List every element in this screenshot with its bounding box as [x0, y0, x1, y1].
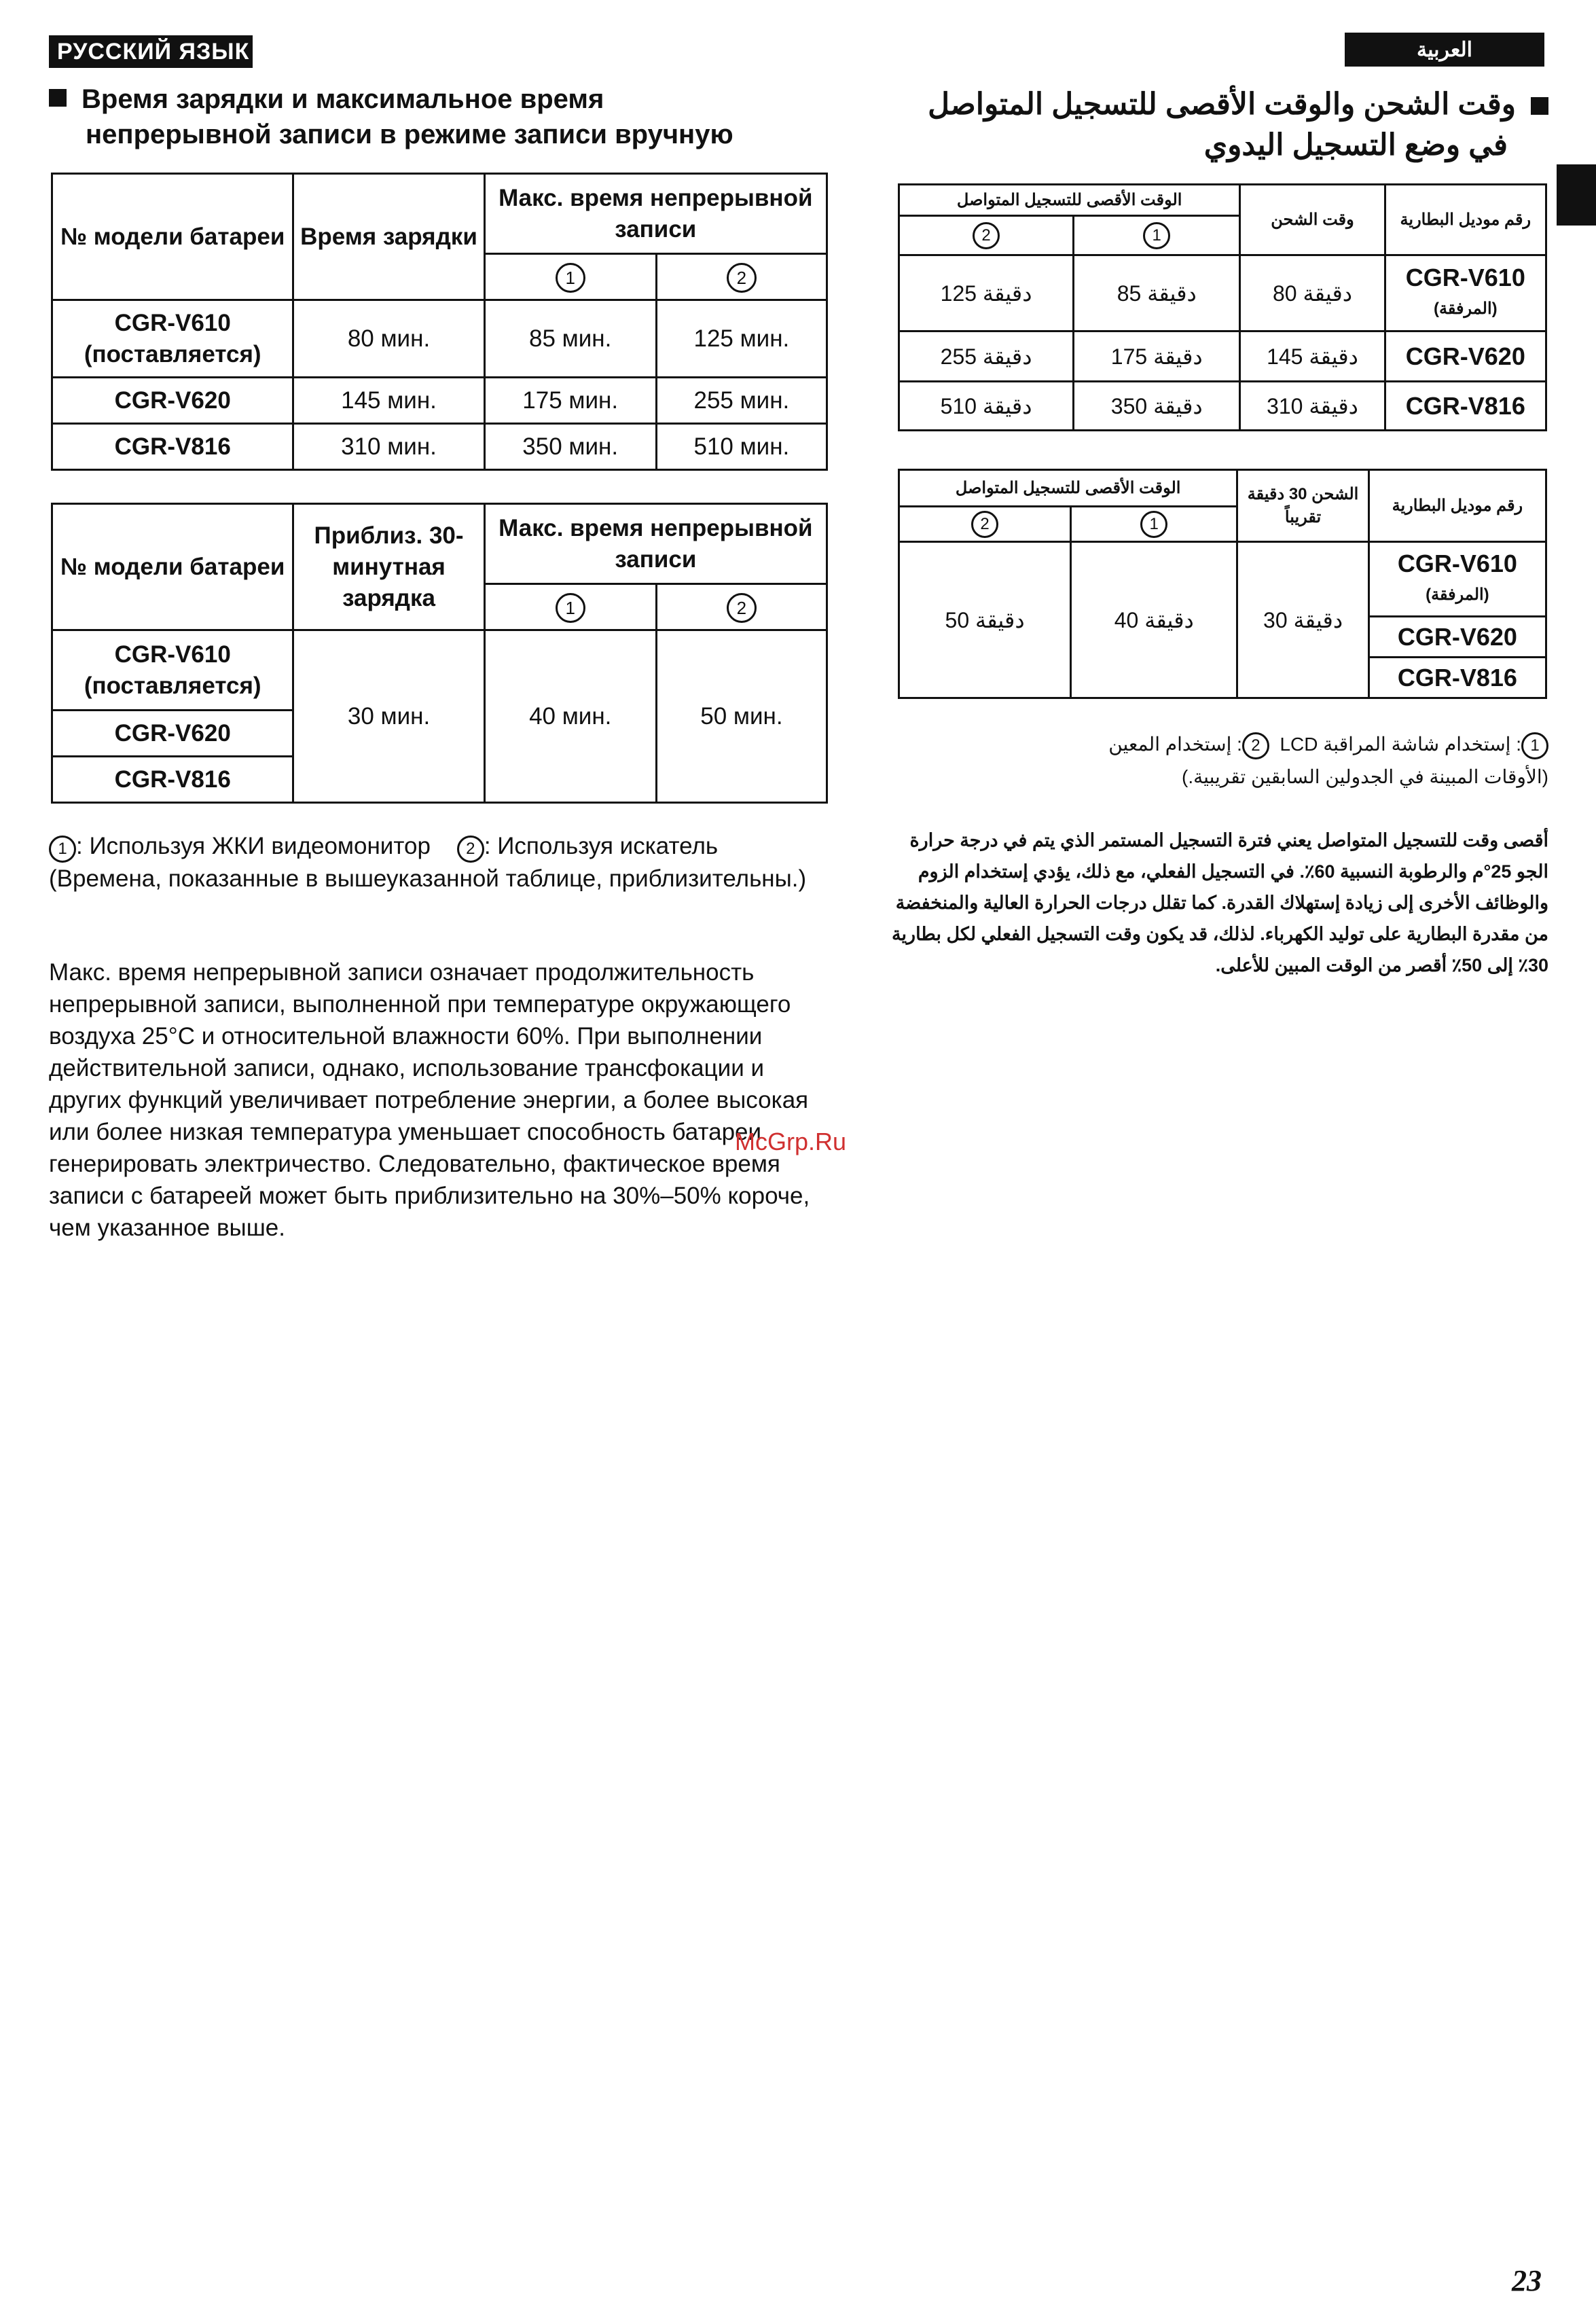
viewfinder-time-cell: 125 мин.	[656, 300, 827, 378]
circled-1-icon: 1	[49, 836, 76, 863]
circled-2-icon: 2	[727, 593, 757, 623]
col-header-quick-charge: الشحن 30 دقيقة تقريباً	[1237, 470, 1368, 542]
charge-cell: 80 دقيقة	[1240, 255, 1385, 331]
table-row	[899, 255, 1546, 331]
ar-charge-time-table	[898, 183, 1547, 431]
table-row	[52, 300, 827, 378]
table-row	[52, 378, 827, 424]
model-cell: CGR-V610 (المرفقة)	[1368, 542, 1546, 617]
ru-quick-charge-table	[51, 503, 828, 804]
ar-table-footnote: 1: إستخدام شاشة المراقبة LCD 2: إستخدام المعين (الأوقات المبينة في الجدولين السابقين تقريبية.)	[1108, 734, 1548, 787]
charge-cell: 310 دقيقة	[1240, 382, 1385, 431]
circled-1-icon: 1	[1521, 732, 1548, 759]
charge-cell: 145 دقيقة	[1240, 331, 1385, 382]
col-header-charge-time: Время зарядки	[293, 174, 484, 300]
viewfinder-time-cell: 50 دقيقة	[899, 542, 1071, 698]
ru-table-footnote: 1 : Используя ЖКИ видеомонитор 2 : Используя искатель (Времена, показанные в вышеуказанной таблице, приблизительны.)	[49, 833, 807, 892]
col-header-max-record: Макс. время непрерывной записи	[484, 174, 827, 254]
model-cell: CGR-V610 (поставляется)	[52, 300, 293, 378]
ar-approx-note: (الأوقات المبينة في الجدولين السابقين تقريبية.)	[1182, 766, 1548, 787]
model-cell: CGR-V620	[52, 711, 293, 757]
circled-1-icon: 1	[1143, 222, 1170, 249]
ar-explanation-paragraph: أقصى وقت للتسجيل المتواصل يعني فترة التسجيل المستمر الذي يتم في درجة حرارة الجو 25°م والرطوبة النسبية 60٪. في التسجيل الفعلي، مع ذلك، يؤدي إستخدام الزوم والوظائف الأخرى إلى زيادة إستهلاك القدرة. كما تقلل درجات الحرارة العالية والمنخفضة من مقدرة البطارية على توليد الكهرباء. لذلك، قد يكون وقت التسجيل الفعلي لكل بطارية 30٪ إلى 50٪ أقصر من الوقت المبين للأعلى.	[892, 830, 1548, 975]
ru-section-heading	[49, 82, 830, 152]
model-cell: CGR-V816	[52, 757, 293, 803]
model-cell: CGR-V620	[1368, 617, 1546, 658]
col-header-model: رقم موديل البطارية	[1368, 470, 1546, 542]
ar-section-heading	[883, 84, 1548, 166]
model-cell: CGR-V620	[52, 378, 293, 424]
circled-2-icon: 2	[973, 222, 1000, 249]
lcd-time-cell: 40 دقيقة	[1071, 542, 1237, 698]
lcd-time-cell: 85 мин.	[484, 300, 656, 378]
lcd-time-cell: 350 мин.	[484, 424, 656, 470]
col-header-max-record: Макс. время непрерывной записи	[484, 504, 827, 584]
ar-quick-charge-table	[898, 469, 1547, 699]
charge-cell: 80 мин.	[293, 300, 484, 378]
charge-cell: 310 мин.	[293, 424, 484, 470]
charge-cell: 145 мин.	[293, 378, 484, 424]
section-tab-marker	[1557, 164, 1596, 226]
viewfinder-time-cell: 510 мин.	[656, 424, 827, 470]
ru-approx-note: (Времена, показанные в вышеуказанной таблице, приблизительны.)	[49, 865, 807, 892]
col-header-model: № модели батареи	[52, 174, 293, 300]
circled-2-icon: 2	[1242, 732, 1269, 759]
ru-heading-line1: Время зарядки и максимальное время	[81, 84, 604, 114]
lcd-time-cell: 350 دقيقة	[1074, 382, 1240, 431]
circled-2-icon: 2	[457, 836, 484, 863]
lcd-time-cell: 85 دقيقة	[1074, 255, 1240, 331]
table-row	[899, 382, 1546, 431]
model-cell: CGR-V610 (المرفقة)	[1385, 255, 1546, 331]
page-number: 23	[1512, 2264, 1542, 2297]
ar-heading-line2: في وضع التسجيل اليدوي	[1203, 128, 1508, 162]
viewfinder-time-cell: 510 دقيقة	[899, 382, 1074, 431]
col-header-max-record: الوقت الأقصى للتسجيل المتواصل	[899, 470, 1237, 507]
circled-2-icon: 2	[971, 511, 998, 538]
col-header-charge-time: وقت الشحن	[1240, 185, 1385, 255]
ru-heading-line2: непрерывной записи в режиме записи вручную	[86, 120, 733, 149]
model-cell: CGR-V816	[1368, 658, 1546, 698]
circled-2-icon: 2	[727, 263, 757, 293]
language-label-arabic: العربية	[1345, 33, 1544, 67]
quick-charge-cell: 30 دقيقة	[1237, 542, 1368, 698]
circled-1-icon: 1	[556, 263, 585, 293]
lcd-time-cell: 40 мин.	[484, 630, 656, 803]
viewfinder-time-cell: 50 мин.	[656, 630, 827, 803]
ru-explanation-paragraph: Макс. время непрерывной записи означает продолжительность непрерывной записи, выполненной при температуре окружающего воздуха 25°C и относительной влажности 60%. При выполнении действительной записи, однако, использование трансфокации и других функций увеличивает потребление энергии, а более высокая или более низкая температура уменьшает способность батареи генерировать электричество. Следовательно, фактическое время записи с батареей может быть приблизительно на 30%–50% короче, чем указанное выше.	[49, 959, 810, 1241]
lcd-time-cell: 175 мин.	[484, 378, 656, 424]
viewfinder-time-cell: 125 دقيقة	[899, 255, 1074, 331]
circled-1-icon: 1	[556, 593, 585, 623]
table-row	[899, 331, 1546, 382]
watermark-text: McGrp.Ru	[735, 1128, 847, 1155]
viewfinder-time-cell: 255 мин.	[656, 378, 827, 424]
model-cell: CGR-V620	[1385, 331, 1546, 382]
col-header-model: رقم موديل البطارية	[1385, 185, 1546, 255]
model-cell: CGR-V816	[52, 424, 293, 470]
viewfinder-time-cell: 255 دقيقة	[899, 331, 1074, 382]
col-header-quick-charge: Приблиз. 30-минутная зарядка	[293, 504, 484, 630]
col-header-max-record: الوقت الأقصى للتسجيل المتواصل	[899, 185, 1240, 216]
model-cell: CGR-V610 (поставляется)	[52, 630, 293, 711]
model-cell: CGR-V816	[1385, 382, 1546, 431]
bullet-square-icon	[1531, 97, 1548, 115]
lcd-time-cell: 175 دقيقة	[1074, 331, 1240, 382]
table-row	[52, 424, 827, 470]
language-label-russian: РУССКИЙ ЯЗЫК	[49, 35, 253, 68]
circled-1-icon: 1	[1140, 511, 1167, 538]
ar-heading-line1: وقت الشحن والوقت الأقصى للتسجيل المتواصل	[928, 88, 1516, 121]
col-header-model: № модели батареи	[52, 504, 293, 630]
quick-charge-cell: 30 мин.	[293, 630, 484, 803]
ru-charge-time-table	[51, 173, 828, 471]
bullet-square-icon	[49, 89, 67, 107]
